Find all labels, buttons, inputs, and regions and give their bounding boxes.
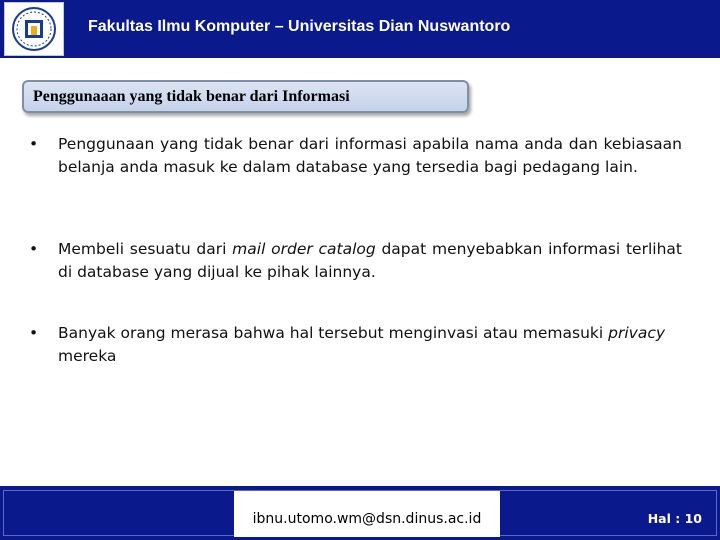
footer-bar [0,486,720,540]
page-number: Hal : 10 [647,511,702,526]
bullet-marker: • [29,240,39,258]
bullet-text-segment: mereka [58,347,117,365]
bullet-text-1: Penggunaan yang tidak benar dari informasi apabila nama anda dan kebiasaan belanja anda masuk ke dalam database yang tersedia bagi pedagang lain. [58,135,682,176]
university-logo [4,2,64,56]
bullet-italic-term: mail order catalog [232,240,376,258]
section-title: Penggunaaan yang tidak benar dari Informasi [33,88,350,105]
bullet-italic-term: privacy [608,324,666,342]
header-bar [0,0,720,58]
bullet-text-segment: dapat menyebabkan informasi terlihat di database yang dijual ke pihak lainnya. [58,240,682,281]
bullet-marker: • [29,135,39,153]
header-title: Fakultas Ilmu Komputer – Universitas Dian Nuswantoro [88,18,511,35]
footer-email-panel [234,491,500,537]
section-title-box [22,80,469,113]
footer-frame [3,490,717,536]
bullet-text-2 [58,238,682,284]
bullet-text-3 [58,322,682,368]
footer-email: ibnu.utomo.wm@dsn.dinus.ac.id [252,511,482,527]
logo-emblem-icon [11,6,57,52]
bullet-text-segment: Membeli sesuatu dari [58,240,233,258]
bullet-marker: • [29,324,39,342]
bullet-text-segment: Banyak orang merasa bahwa hal tersebut menginvasi atau memasuki [58,324,609,342]
